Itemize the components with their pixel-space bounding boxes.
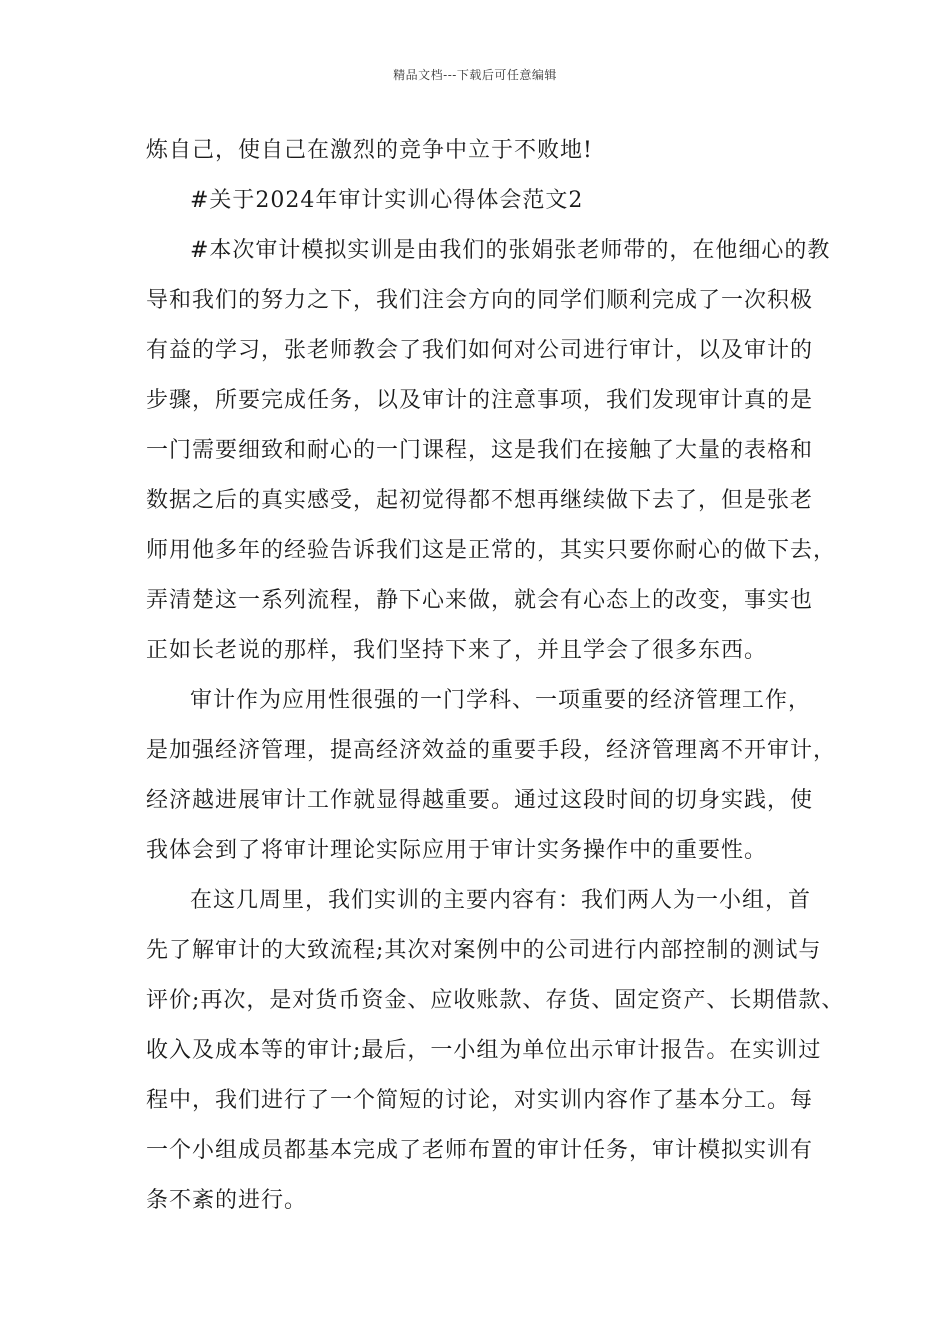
page-header: 精品文档---下载后可任意编辑 [393, 68, 557, 82]
text-line: 先了解审计的大致流程;其次对案例中的公司进行内部控制的测试与 [146, 938, 822, 963]
text-line: 正如长老说的那样，我们坚持下来了，并且学会了很多东西。 [146, 638, 768, 663]
text-line: 炼自己，使自己在激烈的竞争中立于不败地! [146, 138, 593, 163]
text-line: 评价;再次，是对货币资金、应收账款、存货、固定资产、长期借款、 [146, 988, 845, 1013]
text-line: 有益的学习，张老师教会了我们如何对公司进行审计，以及审计的 [146, 338, 814, 363]
section-heading: #关于2024年审计实训心得体会范文2 [190, 188, 584, 213]
text-line: 步骤，所要完成任务，以及审计的注意事项，我们发现审计真的是 [146, 388, 814, 413]
text-line: 数据之后的真实感受，起初觉得都不想再继续做下去了，但是张老 [146, 488, 814, 513]
text-line: 一门需要细致和耐心的一门课程，这是我们在接触了大量的表格和 [146, 438, 814, 463]
text-line: 程中，我们进行了一个简短的讨论，对实训内容作了基本分工。每 [146, 1088, 814, 1113]
text-line: 是加强经济管理，提高经济效益的重要手段，经济管理离不开审计， [146, 738, 837, 763]
text-line: 经济越进展审计工作就显得越重要。通过这段时间的切身实践，使 [146, 788, 814, 813]
text-line: #本次审计模拟实训是由我们的张娟张老师带的，在他细心的教 [190, 238, 831, 263]
text-line: 一个小组成员都基本完成了老师布置的审计任务，审计模拟实训有 [146, 1138, 814, 1163]
text-line: 弄清楚这一系列流程，静下心来做，就会有心态上的改变，事实也 [146, 588, 814, 613]
text-line: 师用他多年的经验告诉我们这是正常的，其实只要你耐心的做下去， [146, 538, 837, 563]
text-line: 导和我们的努力之下，我们注会方向的同学们顺利完成了一次积极 [146, 288, 814, 313]
text-line: 在这几周里，我们实训的主要内容有：我们两人为一小组，首 [190, 888, 812, 913]
text-line: 条不紊的进行。 [146, 1188, 308, 1213]
text-line: 收入及成本等的审计;最后，一小组为单位出示审计报告。在实训过 [146, 1038, 822, 1063]
text-line: 审计作为应用性很强的一门学科、一项重要的经济管理工作， [190, 688, 812, 713]
text-line: 我体会到了将审计理论实际应用于审计实务操作中的重要性。 [146, 838, 768, 863]
